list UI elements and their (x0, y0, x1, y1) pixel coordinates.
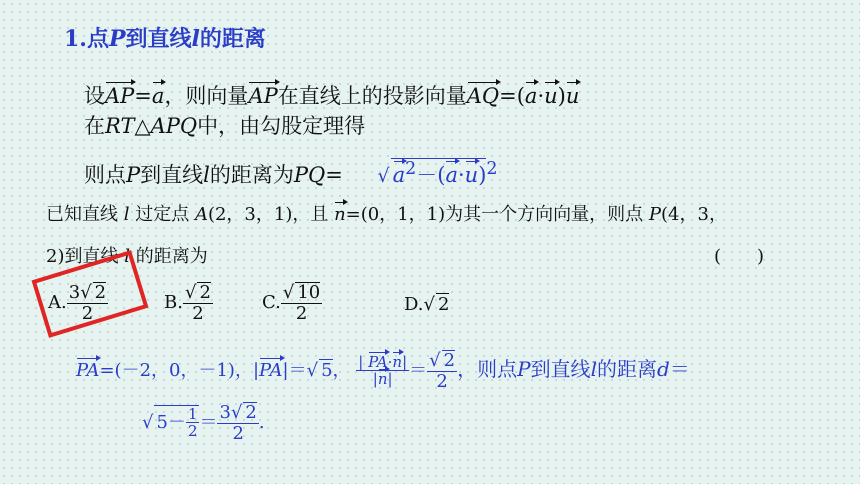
text: 过定点 (129, 204, 195, 225)
text: | (372, 370, 378, 389)
vector-aq: AQ (466, 84, 500, 108)
text: ) (478, 163, 487, 187)
text: ＝ (409, 359, 428, 381)
dot-operator: · (387, 352, 393, 371)
sqrt-sign: √ (423, 294, 435, 315)
sqrt-sign: √ (306, 359, 319, 381)
vector-pa: PA (259, 359, 283, 381)
text: 则点 (84, 163, 126, 187)
vector-a: a (445, 163, 458, 187)
option-label: D. (404, 294, 424, 315)
sqrt-sign: √ (184, 282, 197, 303)
vector-a: a (392, 163, 406, 187)
radicand: 2 (94, 282, 107, 303)
sqrt-sign: √ (80, 282, 92, 303)
radicand: 10 (297, 282, 321, 303)
denominator: 2 (192, 302, 204, 324)
distance-d: d (656, 356, 670, 381)
text: |＝ (282, 359, 307, 381)
text: (4，3， (661, 204, 727, 225)
radicand: 2 (438, 294, 450, 315)
problem-line-1 (46, 200, 727, 226)
text: = (325, 163, 343, 187)
option-d[interactable] (404, 293, 449, 315)
solution-line-2 (142, 402, 265, 444)
sqrt-sign: √ (142, 411, 154, 433)
solution-line-1 (76, 350, 690, 392)
vector-a: a (151, 84, 165, 108)
vector-ap: AP (248, 84, 278, 108)
text: 在直线上的投影向量 (277, 84, 467, 108)
text: =(0，1，1)为其一个方向向量，则点 (345, 204, 649, 225)
denominator: 2 (232, 422, 244, 444)
title-l: l (191, 26, 200, 52)
denominator: 2 (81, 302, 94, 324)
text: ，则点 (457, 356, 518, 381)
text: －( (416, 163, 446, 187)
radicand: 2 (199, 282, 211, 303)
vector-a: a (524, 84, 538, 108)
line-l: l (203, 163, 210, 187)
point-a: A (194, 204, 208, 225)
text: ＝ (669, 356, 690, 381)
point-p: P (517, 356, 531, 381)
sqrt-sign: √ (429, 350, 441, 371)
text: ，则向量 (164, 84, 249, 108)
text: ， (332, 359, 351, 381)
text: 5－ (156, 411, 186, 433)
vector-u: u (544, 84, 558, 108)
vector-n: n (392, 352, 403, 371)
text: 3 (68, 282, 81, 303)
radicand: 2 (443, 350, 456, 371)
segment-pq: PQ (293, 163, 326, 187)
exponent: 2 (405, 159, 417, 179)
dot-operator: · (537, 84, 545, 108)
distance-formula (84, 158, 498, 189)
option-c[interactable] (262, 282, 322, 324)
projection-line-1 (84, 80, 579, 110)
vector-n: n (377, 370, 388, 389)
vector-n: n (334, 204, 346, 225)
line-l: l (590, 356, 597, 381)
title-mid: 到直线 (125, 26, 192, 52)
text: 已知直线 (46, 204, 124, 225)
sqrt-sign: √ (230, 402, 243, 423)
vector-u: u (565, 84, 580, 108)
section-title (64, 22, 266, 53)
numerator: 1 (187, 404, 198, 423)
text: 的距离为 (129, 246, 208, 267)
line-l: l (124, 246, 130, 267)
option-label: C. (262, 291, 281, 313)
radicand: 2 (245, 402, 257, 423)
text: 的距离 (596, 356, 657, 381)
text: (2，3，1)，且 (207, 204, 335, 225)
text: 设 (84, 84, 105, 108)
text: 3 (219, 402, 231, 423)
option-label: B. (164, 291, 183, 313)
triangle-symbol: △ (134, 114, 151, 138)
text: 在 (84, 114, 105, 138)
vector-u: u (464, 163, 479, 187)
denominator: 2 (295, 302, 308, 324)
option-label: A. (48, 291, 67, 313)
denominator: 2 (187, 422, 198, 441)
triangle-apq: APQ (150, 114, 198, 138)
vector-ap: AP (105, 84, 135, 108)
title-suffix: 的距离 (199, 26, 266, 52)
projection-line-2 (84, 110, 365, 140)
sqrt-sign: √ (377, 165, 390, 187)
point-p: P (648, 204, 662, 225)
denominator: 2 (436, 370, 448, 392)
text: 的距离为 (209, 163, 294, 187)
text: | (402, 352, 408, 371)
text: ) (557, 84, 566, 108)
text: ＝ (199, 411, 218, 433)
text: . (258, 411, 265, 433)
vector-pa: PA (76, 359, 100, 381)
text: 中，由勾股定理得 (197, 114, 366, 138)
option-b[interactable] (164, 282, 213, 324)
exponent: 2 (486, 159, 498, 179)
rt-label: RT (105, 114, 135, 138)
text: = (134, 84, 152, 108)
text: 到直线 (530, 356, 591, 381)
vector-pa: PA (368, 352, 388, 371)
title-prefix: 1.点 (64, 26, 109, 52)
text: 2)到直线 (46, 246, 125, 267)
dot-operator: · (457, 163, 465, 187)
text: | (387, 370, 393, 389)
text: | (358, 352, 369, 371)
answer-blank: ( ) (714, 246, 765, 267)
sqrt-sign: √ (282, 282, 295, 303)
title-p: P (108, 26, 126, 52)
text: 到直线 (140, 163, 204, 187)
line-l: l (123, 204, 130, 225)
point-p: P (126, 163, 141, 187)
distance-expression (377, 159, 498, 187)
radicand: 5 (321, 359, 333, 381)
text: =( (499, 84, 525, 108)
text: =(－2，0，－1)，| (99, 359, 260, 381)
